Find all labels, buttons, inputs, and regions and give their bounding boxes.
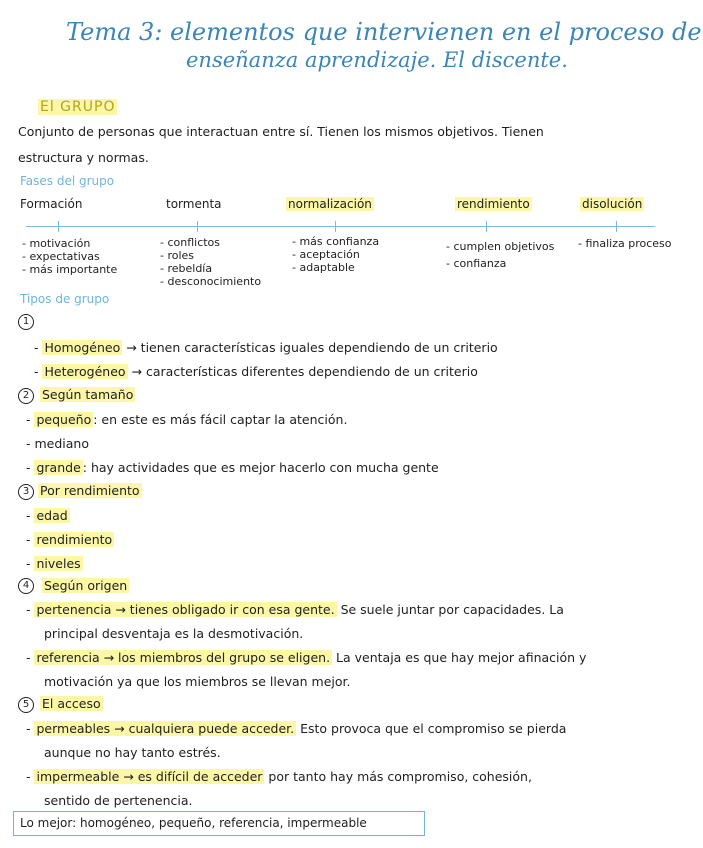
number-5-circle: 5 [18,697,34,713]
normalizacion-list [292,235,379,274]
formacion-list [22,237,117,276]
list-item: - desconocimiento [160,275,262,288]
segun-tamano-heading: Según tamaño [42,387,134,402]
tipo-rendimiento: - rendimiento [26,532,113,547]
number-4-circle: 4 [18,578,34,594]
list-item: - adaptable [292,261,355,274]
phase-disolucion: disolución [582,197,643,211]
pertenencia-line2: principal desventaja es la desmotivación. [44,626,304,641]
phase-tormenta: tormenta [166,197,222,211]
phase-normalizacion: normalización [288,197,372,211]
grupo-definition-line1: Conjunto de personas que interactuan entre sí. Tienen los mismos objetivos. Tienen [18,124,544,139]
timeline-tick [616,221,617,232]
impermeable-line2: sentido de pertenencia. [44,793,193,808]
fases-heading: Fases del grupo [20,174,115,188]
grupo-heading: El GRUPO [40,99,116,115]
tormenta-list [160,236,261,288]
tipo-niveles: - niveles [26,556,81,571]
tipo-referencia: - referencia → los miembros del grupo se eligen. La ventaja es que hay mejor afinación y [26,650,587,665]
list-item: - rebeldía [160,262,213,275]
list-item: - motivación [22,237,91,250]
list-item: - finaliza proceso [578,237,672,250]
timeline-tick [197,221,198,232]
el-acceso-heading: El acceso [42,696,101,711]
disolucion-list [578,237,672,250]
page-title-line2: enseñanza aprendizaje. El discente. [186,48,568,72]
list-item: - cumplen objetivos [446,240,555,253]
tipo-grande: - grande : hay actividades que es mejor hacerlo con mucha gente [26,460,439,475]
number-1-circle: 1 [18,314,34,330]
phase-formacion: Formación [20,197,83,211]
por-rendimiento-heading: Por rendimiento [40,483,140,498]
list-item: - más importante [22,263,118,276]
list-item: - expectativas [22,250,100,263]
tipo-impermeable: - impermeable → es difícil de acceder por tanto hay más compromiso, cohesión, [26,769,532,784]
tipo-homogeneo: - Homogéneo → tienen características iguales dependiendo de un criterio [34,340,498,355]
number-3-circle: 3 [18,484,34,500]
list-item: - roles [160,249,195,262]
tipo-pertenencia: - pertenencia → tienes obligado ir con esa gente. Se suele juntar por capacidades. La [26,602,564,617]
list-item: - aceptación [292,248,360,261]
tipo-mediano: - mediano [26,436,89,451]
list-item: - conflictos [160,236,221,249]
number-2-circle: 2 [18,388,34,404]
tipo-heterogeneo: - Heterogéneo → características diferentes dependiendo de un criterio [34,364,478,379]
timeline-tick [486,221,487,232]
timeline-tick [58,221,59,232]
permeables-line2: aunque no hay tanto estrés. [44,745,221,760]
timeline-line [26,226,655,227]
summary-text: Lo mejor: homogéneo, pequeño, referencia, impermeable [20,816,367,830]
list-item: - más confianza [292,235,380,248]
phase-rendimiento: rendimiento [457,197,530,211]
timeline-tick [335,221,336,232]
grupo-definition-line2: estructura y normas. [18,150,149,165]
rendimiento-list [446,238,554,272]
list-item: - confianza [446,257,507,270]
segun-origen-heading: Según origen [44,578,128,593]
tipo-permeables: - permeables → cualquiera puede acceder. Esto provoca que el compromiso se pierda [26,721,567,736]
page-title-line1: Tema 3: elementos que intervienen en el proceso de [66,18,702,46]
referencia-line2: motivación ya que los miembros se llevan mejor. [44,674,351,689]
tipo-edad: - edad [26,508,68,523]
tipo-pequeno: - pequeño : en este es más fácil captar la atención. [26,412,348,427]
tipos-heading: Tipos de grupo [20,292,110,306]
